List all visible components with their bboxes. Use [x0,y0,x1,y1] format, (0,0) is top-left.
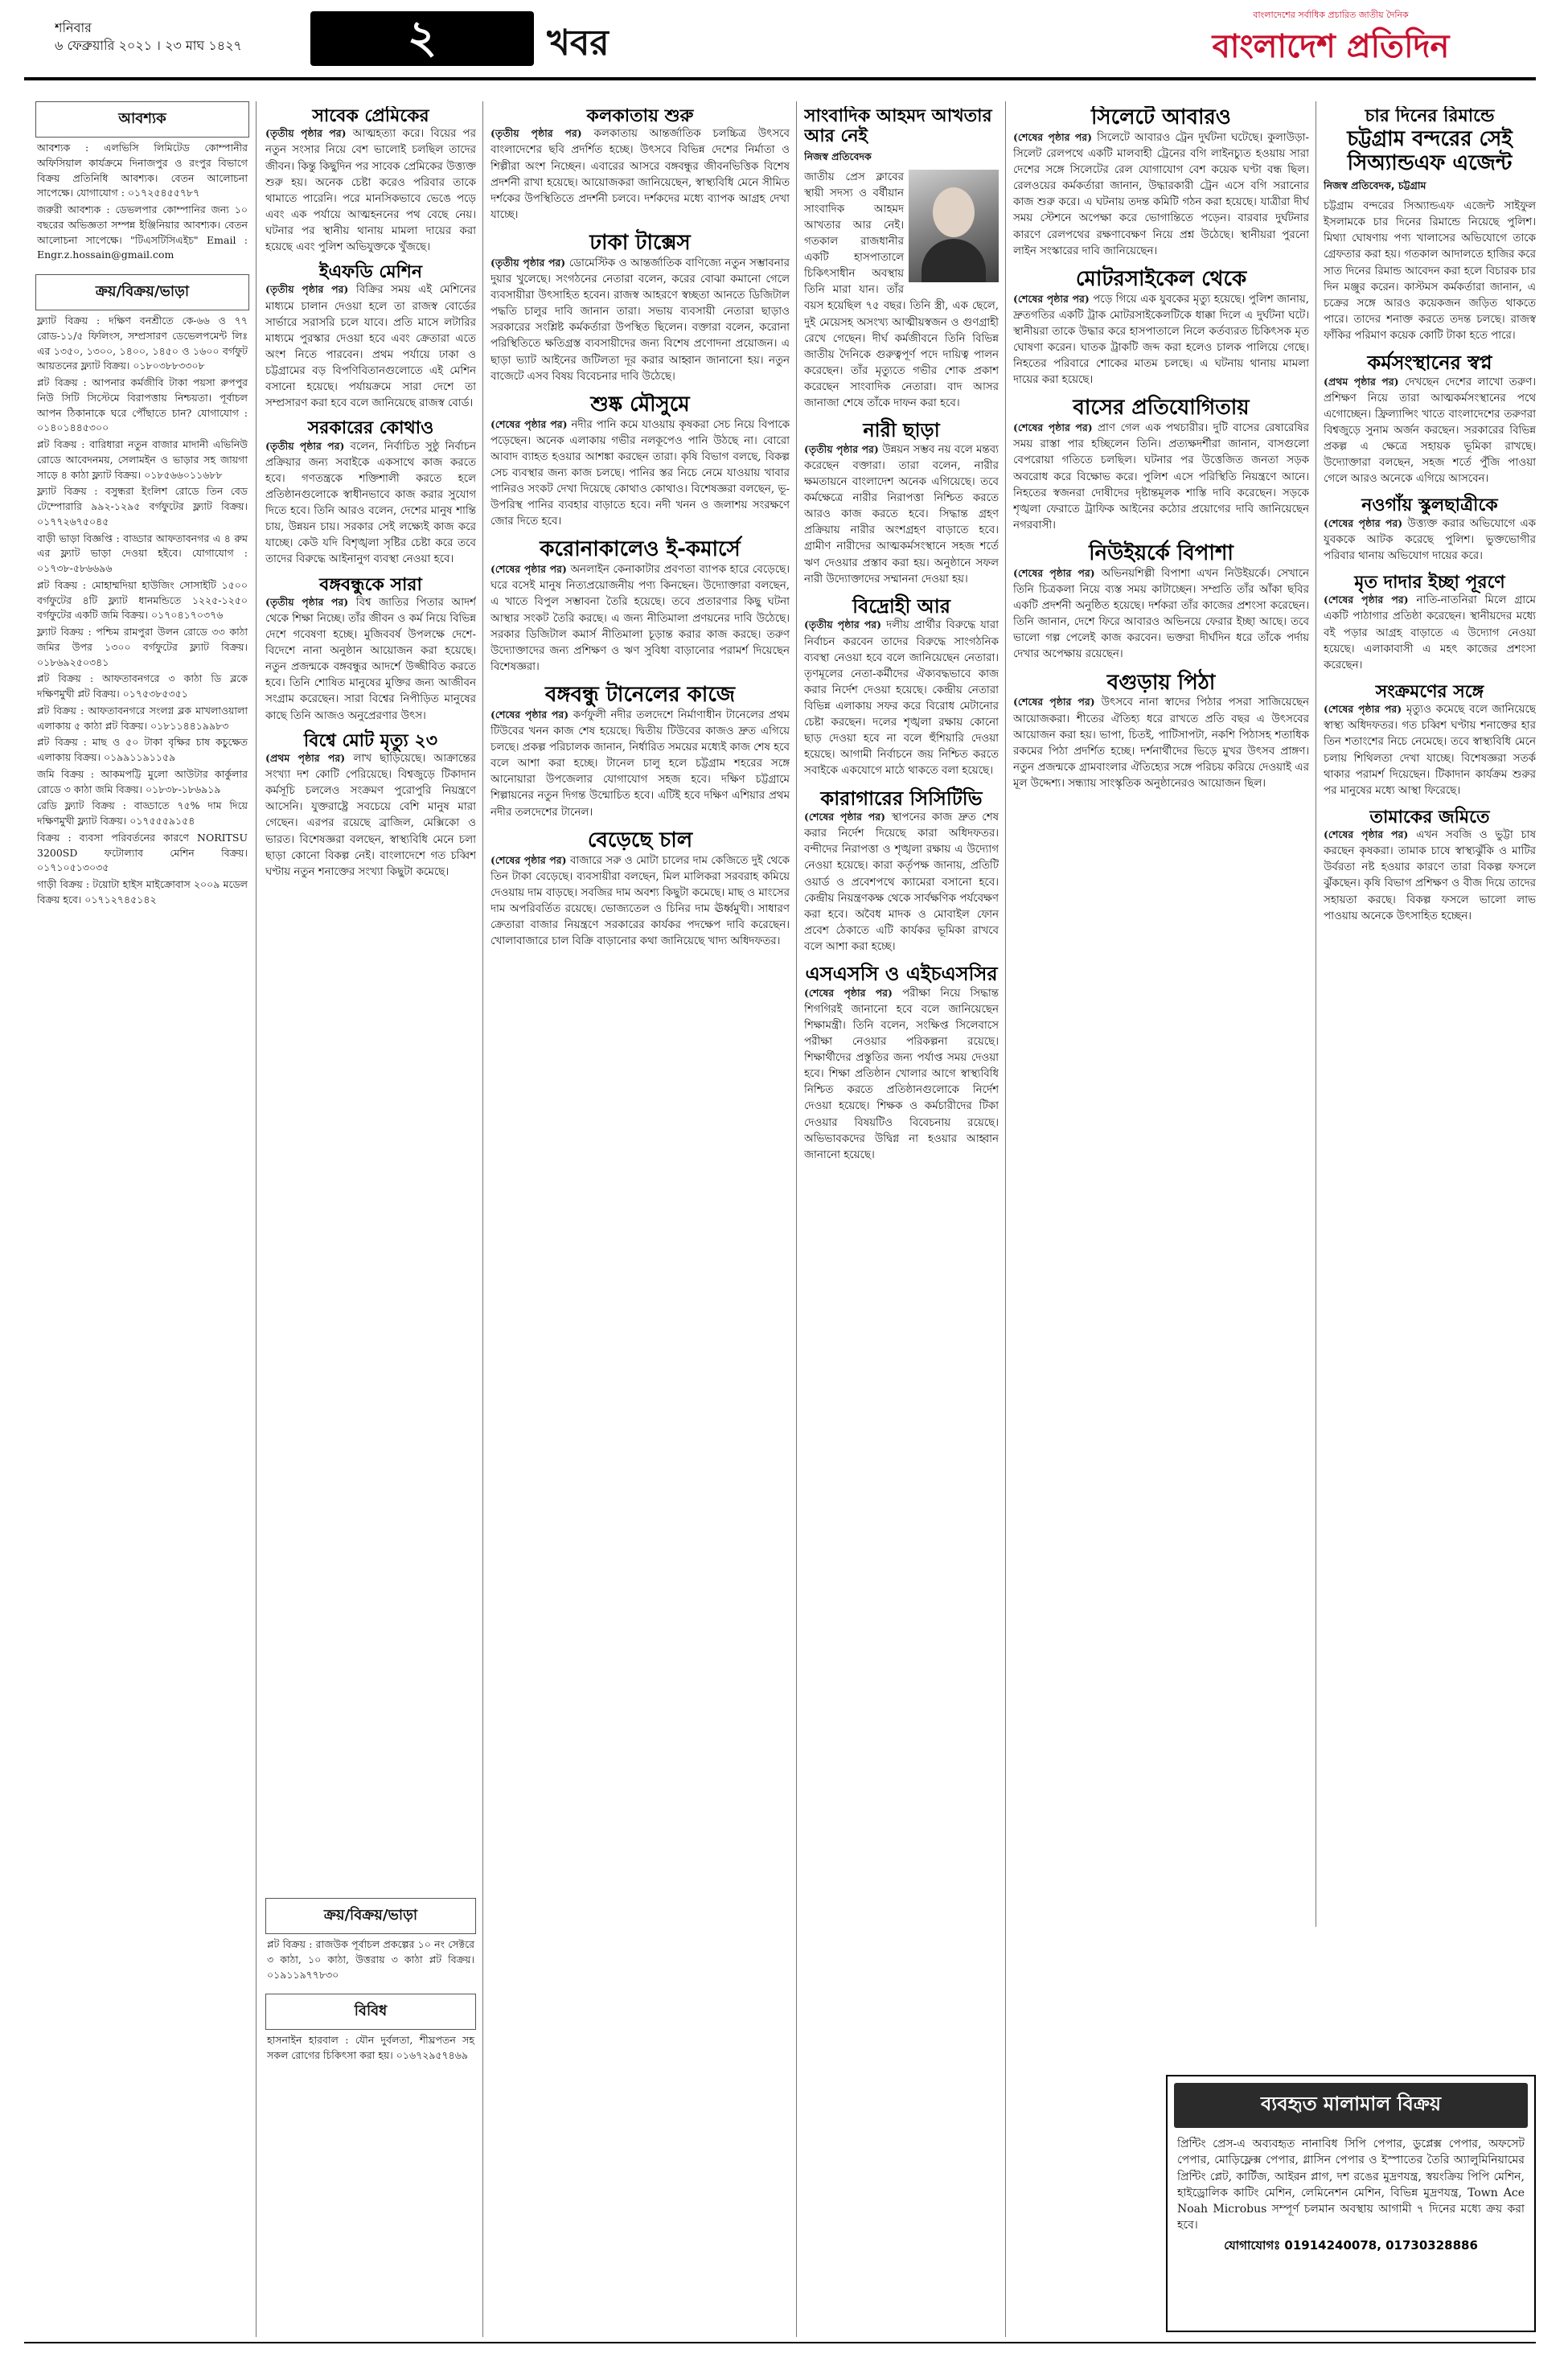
article [491,106,790,224]
article [1013,542,1309,663]
classified-list-misc [265,2030,476,2068]
article-continuation: (শেষের পৃষ্ঠার পর) [491,853,567,866]
article [1013,106,1309,260]
article-body: বিক্রির সময় এই মেশিনের মাধ্যমে চালান দেওয়া হলে তা রাজস্ব বোর্ডের সার্ভারে সরাসরি চলে যাবে। প্রতি মাসে লটারির মাধ্যমে পুরস্কার দেওয়া হবে এবং ক্রেতারা এতে অংশ নিতে পারবেন। প্রথম পর্যায়ে ঢাকা ও চট্টগ্রামের বড় বিপণিবিতানগুলোতে এই মেশিন বসানো হয়েছে। পর্যায়ক্রমে সারা দেশে তা সম্প্রসারণ করা হবে বলে জানিয়েছে রাজস্ব বোর্ড। [265,284,476,410]
article [1324,352,1536,487]
article-body: উন্নয়ন সম্ভব নয় বলে মন্তব্য করেছেন বক্তারা। তারা বলেন, নারীর ক্ষমতায়নে বাংলাদেশ অনেক এগিয়েছে। তবে কর্মক্ষেত্রে নারীর নিরাপত্তা নিশ্চিত করতে আরও কাজ করতে হবে। সিদ্ধান্ত গ্রহণ প্রক্রিয়ায় নারীর অংশগ্রহণ বাড়াতে হবে। গ্রামীণ নারীদের আত্মকর্মসংস্থানে সহজ শর্তে ঋণ দেওয়ার প্রস্তাব করা হয়। অনুষ্ঠানে সফল নারী উদ্যোক্তাদের সম্মাননা দেওয়া হয়। [804,443,999,585]
news-column-6 [1324,106,1536,1924]
classified-item: ফ্ল্যাট বিক্রয় : বসুন্ধরা ইংলিশ রোডে তিন বেড টেম্পোরারি ৯৯২-১২৯৫ বর্গফুটের ফ্ল্যাট বিক্রয়। ০১৭৭২৬৭৫০৪৫ [37,485,248,528]
article-body: কর্ণফুলী নদীর তলদেশে নির্মাণাধীন টানেলের প্রথম টিউবের খনন কাজ শেষ হয়েছে। দ্বিতীয় টিউবের কাজও দ্রুত এগিয়ে চলছে। প্রকল্প পরিচালক জানান, নির্ধারিত সময়ের মধ্যেই কাজ শেষ হবে বলে আশা করা হচ্ছে। টানেল চালু হলে চট্টগ্রাম শহরের সঙ্গে আনোয়ারা উপজেলার যোগাযোগ সহজ হবে। দক্ষিণ চট্টগ্রামে শিল্পায়নের নতুন দিগন্ত উন্মোচিত হবে। এটিই হবে দক্ষিণ এশিয়ার প্রথম নদীর তলদেশের টানেল। [491,709,790,819]
article [491,393,790,531]
masthead-rule [24,77,1536,80]
article-body: পরীক্ষা নিয়ে সিদ্ধান্ত শিগগিরই জানানো হবে বলে জানিয়েছেন শিক্ষামন্ত্রী। তিনি বলেন, সংক্ষিপ্ত সিলেবাসে পরীক্ষা নেওয়ার পরিকল্পনা রয়েছে। শিক্ষার্থীদের প্রস্তুতির জন্য পর্যাপ্ত সময় দেওয়া হবে। শিক্ষা প্রতিষ্ঠান খোলার আগে স্বাস্থ্যবিধি নিশ্চিত করতে প্রতিষ্ঠানগুলোকে নির্দেশ দেওয়া হয়েছে। শিক্ষক ও কর্মচারীদের টিকা দেওয়ার বিষয়টিও বিবেচনায় রয়েছে। অভিভাবকদের উদ্বিগ্ন না হওয়ার আহ্বান জানানো হয়েছে। [804,987,999,1161]
classified-list-trade-2 [265,1934,476,1987]
article-continuation: (তৃতীয় পৃষ্ঠার পর) [491,256,566,269]
article-body: নদীর পানি কমে যাওয়ায় কৃষকরা সেচ নিয়ে বিপাকে পড়েছেন। অনেক এলাকায় গভীর নলকূপেও পানি উঠছে না। বোরো আবাদ ব্যাহত হওয়ার আশঙ্কা করছেন তারা। কৃষি বিভাগ বলছে, বিকল্প সেচ ব্যবস্থার জন্য কাজ চলছে। পানির স্তর নিচে নেমে যাওয়ায় খাবার পানিরও সংকট দেখা দিয়েছে কোথাও কোথাও। বিশেষজ্ঞরা বলছেন, ভূ-উপরিস্থ পানির ব্যবহার বাড়াতে হবে। নদী খনন ও জলাশয় সংরক্ষণে জোর দিতে হবে। [491,418,790,528]
classified-item: রেডি ফ্ল্যাট বিক্রয় : বাড্ডাতে ৭৫% দাম দিয়ে দক্ষিণমুখী ফ্ল্যাট বিক্রয়। ০১৭৫৫৫৯১৫৪ [37,799,248,827]
article [1324,495,1536,565]
logo: বাংলাদেশ প্রতিদিন [1212,28,1450,65]
article [1324,807,1536,925]
column-rule [796,101,797,2337]
article-body: মৃত্যুও কমেছে বলে জানিয়েছে স্বাস্থ্য অধিদফতর। গত চব্বিশ ঘণ্টায় শনাক্তের হার তিন শতাংশের নিচে নেমেছে। তবে স্বাস্থ্যবিধি মেনে চলায় শিথিলতা দেখা যাচ্ছে। বিশেষজ্ঞরা সতর্ক থাকার পরামর্শ দিয়েছেন। টিকাদান কার্যক্রম শুরুর পর মানুষের মধ্যে আস্থা ফিরেছে। [1324,704,1536,797]
article-headline: নিউইয়র্কে বিপাশা [1089,540,1233,565]
article [1013,268,1309,389]
classified-item: প্লট বিক্রয় : আপনার কর্মজীবি টাকা পয়সা রুপপুর নিউ সিটি সিস্টেমে বিরাপত্তায় নিশ্চয়তা। পূর্বাচল আপন ঠিকানাকে ঘরে পৌঁছাতে চান? যোগাযোগ : ০১৪০১৪৪৫৩০০ [37,376,248,434]
classified-item: গাড়ী বিক্রয় : টয়োটা হাইস মাইক্রোবাস ২০০৯ মডেল বিক্রয় হবে। ০১৭১২৭৪৫১৪২ [37,878,248,906]
classified-item: বিক্রয় : ব্যবসা পরিবর্তনের কারণে NORITSU 3200SD ফটোল্যাব মেশিন বিক্রয়। ০১৭১০৫১৩০৩৫ [37,831,248,874]
classified-item: আবশ্যক : এলভিসি লিমিটেড কোম্পানীর অফিসিয়াল কার্যক্রমে দিনাজপুর ও রংপুর বিভাগে বিক্রয় প্রতিনিধি আবশ্যক। বেতন আলোচনা সাপেক্ষে। যোগাযোগ : ০১৭২৫৪৫৫৭৮৭ [37,142,248,199]
article-body: জাতীয় প্রেস ক্লাবের স্থায়ী সদস্য ও বর্ষীয়ান সাংবাদিক আহমদ আখতার আর নেই। গতকাল রাজধানীর একটি হাসপাতালে চিকিৎসাধীন অবস্থায় তিনি মারা যান। তাঁর বয়স হয়েছিল ৭৫ বছর। তিনি স্ত্রী, এক ছেলে, দুই মেয়েসহ অসংখ্য আত্মীয়স্বজন ও গুণগ্রাহী রেখে গেছেন। দীর্ঘ কর্মজীবনে তিনি বিভিন্ন জাতীয় দৈনিকে গুরুত্বপূর্ণ পদে দায়িত্ব পালন করেছেন। তাঁর মৃত্যুতে গভীর শোক প্রকাশ করেছেন সাংবাদিক নেতারা। বাদ আসর জানাজা শেষে তাঁকে দাফন করা হবে। [804,170,999,410]
article-body: উৎসবে নানা স্বাদের পিঠার পসরা সাজিয়েছেন আয়োজকরা। শীতের ঐতিহ্য ধরে রাখতে প্রতি বছর এ উৎসবের আয়োজন করা হয়। ভাপা, চিতই, পাটিসাপটা, নকশি পিঠাসহ শতাধিক রকমের পিঠা প্রদর্শিত হচ্ছে। দর্শনার্থীদের ভিড়ে মুখর উৎসব প্রাঙ্গণ। নতুন প্রজন্মকে গ্রামবাংলার ঐতিহ্যের সঙ্গে পরিচয় করিয়ে দেওয়াই এর মূল উদ্দেশ্য। সন্ধ্যায় সাংস্কৃতিক অনুষ্ঠানেরও আয়োজন ছিল। [1013,696,1309,790]
article [265,731,476,881]
article-body: কলকাতায় আন্তর্জাতিক চলচ্চিত্র উৎসবে বাংলাদেশের ছবি প্রদর্শিত হচ্ছে। উৎসবে বিভিন্ন দেশের নির্মাতা ও শিল্পীরা অংশ নিচ্ছেন। এবারের আসরে বঙ্গবন্ধুর জীবনভিত্তিক বিশেষ প্রদর্শনী রাখা হয়েছে। আয়োজকরা জানিয়েছেন, স্বাস্থ্যবিধি মেনে সীমিত দর্শকের উপস্থিতিতে প্রদর্শনী চলবে। দর্শকদের মধ্যে ব্যাপক আগ্রহ দেখা যাচ্ছে। [491,128,790,221]
article-body: লাখ ছাড়িয়েছে। আক্রান্তের সংখ্যা দশ কোটি পেরিয়েছে। বিশ্বজুড়ে টিকাদান কর্মসূচি চললেও সংক্রমণ পুরোপুরি নিয়ন্ত্রণে আসেনি। যুক্তরাষ্ট্রে সবচেয়ে বেশি মানুষ মারা গেছেন। এরপর রয়েছে ব্রাজিল, মেক্সিকো ও ভারত। বিশেষজ্ঞরা বলছেন, স্বাস্থ্যবিধি মেনে চলা ছাড়া কোনো বিকল্প নেই। বাংলাদেশে গত চব্বিশ ঘণ্টায় নতুন শনাক্তের সংখ্যা কিছুটা কমেছে। [265,752,476,878]
classified-item: প্লট বিক্রয় : আফতাবনগরে ৩ কাঠা ডি ব্লকে দক্ষিণমুখী প্লট বিক্রয়। ০১৭৫৩৮৫৩৫১ [37,672,248,700]
article [804,963,999,1164]
article-headline: মৃত দাদার ইচ্ছা পূরণে [1354,573,1505,594]
classifieds-lower [265,1898,476,2139]
article-body: অভিনয়শিল্পী বিপাশা এখন নিউইয়র্কে। সেখানে তিনি চিত্রকলা নিয়ে ব্যস্ত সময় কাটাচ্ছেন। সম্প্রতি তাঁর আঁকা ছবির একটি প্রদর্শনী অনুষ্ঠিত হয়েছে। দর্শকরা তাঁর কাজের প্রশংসা করেছেন। তিনি জানান, দেশে ফিরে আবারও অভিনয়ে ফেরার ইচ্ছা আছে। তবে ভালো গল্প পেলেই কাজ করবেন। ভক্তরা দীর্ঘদিন ধরে তাঁকে পর্দায় দেখার অপেক্ষায় রয়েছেন। [1013,567,1309,661]
footer-rule [24,2342,1536,2343]
article-body: প্রাণ গেল এক পথচারীর। দুটি বাসের রেষারেষির সময় রাস্তা পার হচ্ছিলেন তিনি। প্রত্যক্ষদর্শীরা জানান, বাসগুলো বেপরোয়া গতিতে চলছিল। ঘটনার পর উত্তেজিত জনতা সড়ক অবরোধ করে বিক্ষোভ করে। পুলিশ এসে পরিস্থিতি নিয়ন্ত্রণে আনে। নিহতের স্বজনরা দোষীদের দৃষ্টান্তমূলক শাস্তি দাবি করেছেন। সড়কে শৃঙ্খলা ফেরাতে ট্রাফিক আইনের কঠোর প্রয়োগের দাবি জানিয়েছেন নগরবাসী। [1013,422,1309,532]
article [1324,573,1536,674]
article-byline: নিজস্ব প্রতিবেদক, চট্টগ্রাম [1324,179,1426,192]
dateline-day: শনিবার [55,20,92,35]
article-headline: শুষ্ক মৌসুমে [590,392,690,417]
classified-item: প্লট বিক্রয় : মাছ ও ৫০ টাকা বৃক্ষির চাষ কচুক্ষেত এলাকায় বিক্রয়। ০১৯৯১১৯১১৫৯ [37,736,248,763]
article-continuation: (তৃতীয় পৃষ্ঠার পর) [265,439,345,452]
article [491,538,790,676]
article-headline: বঙ্গবন্ধুকে সারা [319,574,422,595]
article-headline: মোটরসাইকেল থেকে [1075,266,1247,291]
article-headline: নওগাঁয় স্কুলছাত্রীকে [1361,495,1498,516]
article-continuation: (শেষের পৃষ্ঠার পর) [804,986,893,999]
article-continuation: (শেষের পৃষ্ঠার পর) [1324,516,1403,529]
article-continuation: (তৃতীয় পৃষ্ঠার পর) [265,283,349,296]
article-headline: সিলেটে আবারও [1091,106,1231,129]
article-headline: কলকাতায় শুরু [586,106,694,126]
classified-item: প্লট বিক্রয় : মোহাম্মদিয়া হাউজিং সোসাইটি ১৫০০ বর্গফুটের ৪টি ফ্ল্যাট ধানমন্ডিতে ১২২৫-১২৫০ বর্গফুটের একটি জমি বিক্রয়। ০১৭০৪১৭০৩৭৬ [37,578,248,622]
article-continuation: (তৃতীয় পৃষ্ঠার পর) [491,127,582,140]
news-column-5 [1013,106,1309,2334]
news-column-4 [804,106,999,2334]
article-body: বলেন, নির্বাচিত সুষ্ঠু নির্বাচন প্রক্রিয়ার জন্য সবাইকে একসাথে কাজ করতে হবে। গণতন্ত্রকে শক্তিশালী করতে হলে প্রতিষ্ঠানগুলোকে স্বাধীনভাবে কাজ করার সুযোগ দিতে হবে। তিনি আরও বলেন, দেশের মানুষ শান্তি চায়, উন্নয়ন চায়। সরকার সেই লক্ষ্যেই কাজ করে যাচ্ছে। কেউ যদি বিশৃঙ্খলা সৃষ্টির চেষ্টা করে তবে তাদের বিরুদ্ধে আইনানুগ ব্যবস্থা নেওয়া হবে। [265,440,476,566]
article-body: বাজারে সরু ও মোটা চালের দাম কেজিতে দুই থেকে তিন টাকা বেড়েছে। ব্যবসায়ীরা বলছেন, মিল মালিকরা সরবরাহ কমিয়ে দেওয়ায় দাম বাড়ছে। সবজির দাম অবশ্য কিছুটা কমেছে। মাছ ও মাংসের দাম অপরিবর্তিত রয়েছে। ভোজ্যতেল ও চিনির দাম ঊর্ধ্বমুখী। সাধারণ ক্রেতারা বাজার নিয়ন্ত্রণে সরকারের কার্যকর পদক্ষেপ দাবি করেছেন। খোলাবাজারে চাল বিক্রি বাড়ানোর কথা জানিয়েছে খাদ্য অধিদফতর। [491,854,790,948]
article-byline: নিজস্ব প্রতিবেদক [804,150,872,162]
article [491,232,790,385]
masthead [0,0,1568,105]
article-continuation: (প্রথম পৃষ্ঠার পর) [265,751,346,764]
ad-body: প্রিন্টিং প্রেস-এ অব্যবহৃত নানাবিধ সিপি পেপার, ডুপ্লেক্স পেপার, অফসেট পেপার, মোড়িফ্লেক্স পেপার, গ্লাসিন পেপার ও ইস্পাতের তৈরি অ্যালুমিনিয়ামের প্রিন্টিং প্লেট, কার্টিজ, আইরন প্লাগ, দশ রঙের মুদ্রণযন্ত্র, স্বয়ংক্রিয় পিপি মেশিন, হাইড্রোলিক কাটিং মেশিন, লেমিনেশন মেশিন, বিভিন্ন মুদ্রণযন্ত্র, Town Ace Noah Microbus সম্পূর্ণ চলমান অবস্থায় আগামী ৭ দিনের মধ্যে ক্রয় করা হবে। [1177,2138,1525,2232]
article-continuation: (শেষের পৃষ্ঠার পর) [804,811,886,824]
article-headline: বিদ্রোহী আর [852,594,950,618]
portrait-photo [909,170,999,282]
article-continuation: (শেষের পৃষ্ঠার পর) [1013,421,1093,434]
article-headline: সাংবাদিক আহমদ আখতার আর নেই [804,106,992,147]
article-continuation: (শেষের পৃষ্ঠার পর) [1013,130,1093,143]
article-body: চট্টগ্রাম বন্দরের সিঅ্যান্ডএফ এজেন্ট সাইফুল ইসলামকে চার দিনের রিমান্ডে নিয়েছে পুলিশ। মিথ্যা ঘোষণায় পণ্য খালাসের অভিযোগে তাকে গ্রেফতার করা হয়। গতকাল আদালতে হাজির করে সাত দিনের রিমান্ড আবেদন করা হলে বিচারক চার দিন মঞ্জুর করেন। কাস্টমস কর্মকর্তারা জানান, এ চক্রের সঙ্গে আরও কয়েকজন জড়িত থাকতে পারে। তাদের শনাক্ত করতে তদন্ত চলছে। রাজস্ব ফাঁকির পরিমাণ কয়েক কোটি টাকা হতে পারে। [1324,200,1536,342]
article-body: দলীয় প্রার্থীর বিরুদ্ধে যারা নির্বাচন করবেন তাদের বিরুদ্ধে সাংগঠনিক ব্যবস্থা নেওয়া হবে বলে জানিয়েছেন নেতারা। তৃণমূলের নেতা-কর্মীদের ঐক্যবদ্ধভাবে কাজ করার নির্দেশ দেওয়া হয়েছে। কেন্দ্রীয় নেতারা বিভিন্ন এলাকায় সফর করে বিরোধ মেটানোর চেষ্টা করছেন। দলের শৃঙ্খলা রক্ষায় কোনো ছাড় দেওয়া হবে না বলে হুঁশিয়ারি দেওয়া হয়েছে। আগামী নির্বাচনে জয় নিশ্চিত করতে সবাইকে একযোগে মাঠে থাকতে বলা হয়েছে। [804,619,999,778]
article-continuation: (তৃতীয় পৃষ্ঠার পর) [804,618,882,631]
column-rule [256,101,257,2337]
article-headline: এসএসসি ও এইচএসসির [805,963,998,986]
article-body: সিলেটে আবারও ট্রেন দুর্ঘটনা ঘটেছে। কুলাউড়া-সিলেট রেলপথে একটি মালবাহী ট্রেনের বগি লাইনচ্যুত হওয়ায় সারা দেশের সঙ্গে সিলেটের রেল যোগাযোগ বেশ কয়েক ঘণ্টা বন্ধ ছিল। রেলওয়ের কর্মকর্তারা জানান, উদ্ধারকারী ট্রেন এসে বগি সরানোর কাজ শুরু করে। এ ঘটনায় তদন্ত কমিটি গঠন করা হয়েছে। যাত্রীরা দীর্ঘ সময় স্টেশনে অপেক্ষা করে ভোগান্তিতে পড়েন। বারবার দুর্ঘটনার কারণে রেলপথের রক্ষণাবেক্ষণ নিয়ে প্রশ্ন উঠেছে। স্থানীয়রা পুরনো লাইন সংস্কারের দাবি জানিয়েছেন। [1013,131,1309,257]
article-body: ডোমেস্টিক ও আন্তর্জাতিক বাণিজ্যে নতুন সম্ভাবনার দুয়ার খুলেছে। সংগঠনের নেতারা বলেন, করের বোঝা কমানো গেলে ব্যবসায়ীরা উৎসাহিত হবেন। রাজস্ব আহরণে স্বচ্ছতা আনতে ডিজিটাল পদ্ধতি চালুর দাবি জানান তারা। সভায় ব্যবসায়ী নেতারা ছাড়াও সরকারের সংশ্লিষ্ট কর্মকর্তারা উপস্থিত ছিলেন। বক্তারা বলেন, করোনা পরিস্থিতিতে ক্ষতিগ্রস্ত ব্যবসায়ীদের জন্য বিশেষ প্রণোদনা প্রয়োজন। এ ছাড়া ভ্যাট আইনের জটিলতা দূর করার আহ্বান জানানো হয়। নতুন বাজেটে এসব বিষয় বিবেচনার দাবি উঠেছে। [491,257,790,383]
column-rule [482,101,483,2337]
article-continuation: (শেষের পৃষ্ঠার পর) [491,417,568,430]
article [265,106,476,256]
article-continuation: (শেষের পৃষ্ঠার পর) [1324,703,1402,716]
dateline-date: ৬ ফেব্রুয়ারি ২০২১ । ২৩ মাঘ ১৪২৭ [55,38,242,53]
article-body: আত্মহত্যা করে। বিয়ের পর নতুন সংসার নিয়ে বেশ ভালোই চলছিল তাদের জীবন। কিন্তু কিছুদিন পর সাবেক প্রেমিকের উত্ত্যক্ত শুরু হয়। অনেক চেষ্টা করেও পরিবার তাকে থামাতে পারেনি। পরে মানসিকভাবে ভেঙে পড়ে এবং এক পর্যায়ে আত্মহননের পথ বেছে নেয়। ঘটনার পর স্থানীয় থানায় মামলা দায়ের করা হয়েছে এবং পুলিশ অভিযুক্তকে খুঁজছে। [265,128,476,254]
article [491,829,790,951]
article-continuation: (শেষের পৃষ্ঠার পর) [491,563,567,576]
section-title: খবর [547,23,610,64]
classified-item: প্লট বিক্রয় : বারিধারা নতুন বাজার মাদানী এভিনিউ রোডে আবেদনময়, সেলামইন ও ভাড়ার সহ জায়গা সাড়ে ৪ কাঠা ফ্ল্যাট বিক্রয়। ০১৮৫৬৬০১১৬৮৮ [37,438,248,481]
classified-item: হাসনাইন হারবাল : যৌন দুর্বলতা, শীঘ্রপতন সহ সকল রোগের চিকিৎসা করা হয়। ০১৬৭২৯৫৭৪৬৯ [267,2034,474,2061]
classified-header-misc: বিবিধ [265,1994,476,2030]
article [804,596,999,780]
article-continuation: (শেষের পৃষ্ঠার পর) [1013,566,1095,579]
article-headline: সাবেক প্রেমিকের [312,106,429,126]
article-continuation: (প্রথম পৃষ্ঠার পর) [1324,375,1399,388]
article [804,788,999,956]
article-kicker: চার দিনের রিমান্ডে [1365,106,1495,126]
page-number: ২ [407,11,437,64]
article-headline: কর্মসংস্থানের স্বপ্ন [1367,351,1492,375]
article-continuation: (শেষের পৃষ্ঠার পর) [1324,594,1409,606]
article-body: উত্ত্যক্ত করার অভিযোগে এক যুবককে আটক করেছে পুলিশ। ভুক্তভোগীর পরিবার থানায় অভিযোগ দায়ের করে। [1324,517,1536,562]
article [1013,396,1309,534]
article [265,575,476,725]
article-headline: সরকারের কোথাও [307,418,434,439]
classified-item: বাড়ী ভাড়া বিজ্ঞপ্তি : বাড্ডার আফতাবনগর এ ৪ রুম এর ফ্ল্যাট ভাড়া দেওয়া হইবে। যোগাযোগ : ০১৭৩৮-৫৮৬৬৯৬ [37,532,248,574]
classified-item: প্লট বিক্রয় : আফতাবনগরে সংলগ্ন ব্লক মাখলাওয়ালা এলাকায় ৫ কাঠা প্লট বিক্রয়। ০১৮১১৪৪১৯৯৮৩ [37,704,248,732]
classified-item: ফ্ল্যাট বিক্রয় : দক্ষিণ বনশ্রীতে কে-৬৬ ও ৭৭ রোড-১১/৫ ফিলিংস, সম্প্রসারণ ডেভেলপমেন্ট লিঃ এর ১৩৫০, ১৩০০, ১৪০০, ১৪৫০ ও ১৬০০ বর্গফুট আয়তনের ফ্ল্যাট বিক্রয়। ০১৮০৩৮৮৩৩০৮ [37,314,248,372]
classified-header-wanted: আবশ্যক [35,101,249,138]
lead-article [1324,106,1536,344]
article-continuation: (তৃতীয় পৃষ্ঠার পর) [265,127,347,140]
article [1013,672,1309,793]
article-headline: তামাকের জমিতে [1369,807,1490,828]
article-continuation: (শেষের পৃষ্ঠার পর) [1324,828,1409,841]
article-headline: নারী ছাড়া [863,419,940,442]
classifieds-column [35,101,249,2337]
ad-contact: যোগাযোগঃ 01914240078, 01730328886 [1224,2237,1478,2253]
article-body: স্থাপনের কাজ দ্রুত শেষ করার নির্দেশ দিয়েছে কারা অধিদফতর। বন্দীদের নিরাপত্তা ও শৃঙ্খলা রক্ষায় এ উদ্যোগ নেওয়া হয়েছে। কারা কর্তৃপক্ষ জানায়, প্রতিটি ওয়ার্ড ও প্রবেশপথে ক্যামেরা বসানো হবে। কেন্দ্রীয় নিয়ন্ত্রণকক্ষ থেকে সার্বক্ষণিক পর্যবেক্ষণ করা হবে। অবৈধ মাদক ও মোবাইল ফোন প্রবেশ ঠেকাতে এটি কার্যকর ভূমিকা রাখবে বলে আশা করা হচ্ছে। [804,811,999,953]
article-headline: বিশ্বে মোট মৃত্যু ২৩ [303,730,438,751]
article-continuation: (শেষের পৃষ্ঠার পর) [491,708,569,721]
article [804,106,999,412]
article-headline: ইএফডি মেশিন [319,262,422,283]
news-column-2 [265,106,476,1891]
column-rule [1005,101,1006,2337]
article-continuation: (তৃতীয় পৃষ্ঠার পর) [804,442,879,455]
article-continuation: (শেষের পৃষ্ঠার পর) [1013,292,1090,305]
article-headline: বেড়েছে চাল [587,828,693,852]
article [265,418,476,568]
article-headline: করোনাকালেও ই-কমার্সে [540,537,741,562]
article-body: দেখছেন দেশের লাখো তরুণ। প্রশিক্ষণ নিয়ে তারা আত্মকর্মসংস্থানের পথে এগোচ্ছেন। ফ্রিল্যান্সিং খাতে বাংলাদেশের তরুণরা বিশ্বজুড়ে সুনাম অর্জন করছেন। সরকারের বিভিন্ন প্রকল্প এ ক্ষেত্রে সহায়ক ভূমিকা রাখছে। উদ্যোক্তারা বলছেন, সহজ শর্তে পুঁজি পাওয়া গেলে আরও অনেকে এগিয়ে আসবেন। [1324,376,1536,486]
article-body: বিশ্ব জাতির পিতার আদর্শ থেকে শিক্ষা নিচ্ছে। তাঁর জীবন ও কর্ম নিয়ে বিভিন্ন দেশে গবেষণা হচ্ছে। মুজিববর্ষ উপলক্ষে দেশে-বিদেশে নানা অনুষ্ঠান আয়োজন করা হয়েছে। নতুন প্রজন্মকে বঙ্গবন্ধুর আদর্শে উজ্জীবিত করতে হবে। তিনি শোষিত মানুষের মুক্তির জন্য আজীবন সংগ্রাম করেছেন। সারা বিশ্বের নিপীড়িত মানুষের কাছে তিনি আজও অনুপ্রেরণার উৎস। [265,596,476,722]
article-headline: চট্টগ্রাম বন্দরের সেই সিঅ্যান্ডএফ এজেন্ট [1347,127,1513,176]
article-continuation: (তৃতীয় পৃষ্ঠার পর) [265,595,349,608]
used-goods-ad [1166,2075,1536,2332]
article-headline: বগুড়ায় পিঠা [1106,670,1216,695]
article-headline: বাসের প্রতিযোগিতায় [1073,396,1250,421]
classified-item: প্লট বিক্রয় : রাজউক পূর্বাচল প্রকল্পের ১০ নং সেক্টরে ৩ কাঠা, ১০ কাঠা, উত্তরায় ৩ কাঠা প্লট বিক্রয়। ০১৯১১৯৭৭৮৩০ [267,1938,474,1981]
article [804,420,999,588]
article [1324,682,1536,799]
article-continuation: (শেষের পৃষ্ঠার পর) [1013,696,1095,709]
article-headline: ঢাকা টাক্সেস [589,230,691,255]
classified-list-wanted [35,138,249,268]
article-headline: কারাগারের সিসিটিভি [820,787,983,810]
article [491,684,790,821]
classified-item: জরুরী আবশ্যক : ডেভলপার কোম্পানির জন্য ১০ বছরের অভিজ্ঞতা সম্পন্ন ইঞ্জিনিয়ার আবশ্যক। বেতন আলোচনা সাপেক্ষে। "টিএসটিসিএইচ" Email : Engr.z.hossain@gmail.com [37,203,248,261]
classified-list-trade [35,310,249,913]
article-body: অনলাইন কেনাকাটার প্রবণতা ব্যাপক হারে বেড়েছে। ঘরে বসেই মানুষ নিত্যপ্রয়োজনীয় পণ্য কিনছেন। উদ্যোক্তারা বলছেন, এ খাতে বিপুল সম্ভাবনা তৈরি হয়েছে। তবে প্রতারণার কিছু ঘটনা আস্থার সংকট তৈরি করছে। এ জন্য নীতিমালা প্রণয়নের দাবি উঠেছে। সরকার ডিজিটাল কমার্স নীতিমালা চূড়ান্ত করার কাজ করছে। তরুণ উদ্যোক্তাদের জন্য প্রশিক্ষণ ও ঋণ সুবিধা বাড়ানোর পরামর্শ দিয়েছেন বিশেষজ্ঞরা। [491,564,790,673]
logo-tagline: বাংলাদেশের সর্বাধিক প্রচারিত জাতীয় দৈনিক [1253,10,1409,20]
classified-item: ফ্ল্যাট বিক্রয় : পশ্চিম রামপুরা উলন রোডে ৩৩ কাঠা জমির উপর ১৩০০ বর্গফুটের ফ্ল্যাট বিক্রয়। ০১৮৬৯২৫০৩৪১ [37,626,248,668]
article [265,262,476,412]
article-headline: সংক্রমণের সঙ্গে [1375,681,1484,702]
classified-item: জমি বিক্রয় : আকমপট্টি মুলো আউটার কার্কুলার রোডে ৩ কাঠা জমি বিক্রয়। ০১৮৩৮-১৮৬৯১৯ [37,767,248,795]
article-body: পড়ে গিয়ে এক যুবকের মৃত্যু হয়েছে। পুলিশ জানায়, দ্রুতগতির একটি ট্রাক মোটরসাইকেলটিকে ধাক্কা দিলে এ দুর্ঘটনা ঘটে। স্থানীয়রা তাকে উদ্ধার করে হাসপাতালে নিলে কর্তব্যরত চিকিৎসক মৃত ঘোষণা করেন। ঘাতক ট্রাকটি জব্দ করা হলেও চালক পালিয়ে গেছে। নিহতের পরিবারে শোকের মাতম চলছে। এ ঘটনায় থানায় মামলা দায়ের করা হয়েছে। [1013,293,1309,387]
news-column-3 [491,106,790,2334]
classified-header-trade: ক্রয়/বিক্রয়/ভাড়া [35,274,249,310]
article-headline: বঙ্গবন্ধু টানেলের কাজে [544,683,736,708]
classified-header-trade-2: ক্রয়/বিক্রয়/ভাড়া [265,1898,476,1934]
ad-title: ব্যবহৃত মালামাল বিক্রয় [1174,2083,1528,2128]
article-body: নাতি-নাতনিরা মিলে গ্রামে একটি পাঠাগার প্রতিষ্ঠা করেছেন। স্থানীয়দের মধ্যে বই পড়ার আগ্রহ বাড়াতে এ উদ্যোগ নেওয়া হয়েছে। এলাকাবাসী এ মহৎ কাজের প্রশংসা করেছেন। [1324,594,1536,672]
article-body: এখন সবজি ও ভুট্টা চাষ করছেন কৃষকরা। তামাক চাষে স্বাস্থ্যঝুঁকি ও মাটির উর্বরতা নষ্ট হওয়ার কারণে তারা বিকল্প ফসলে ঝুঁকছেন। কৃষি বিভাগ প্রশিক্ষণ ও বীজ দিয়ে তাদের সহায়তা করছে। বিকল্প ফসলে ভালো লাভ পাওয়ায় অনেকে উৎসাহিত হচ্ছেন। [1324,829,1536,922]
